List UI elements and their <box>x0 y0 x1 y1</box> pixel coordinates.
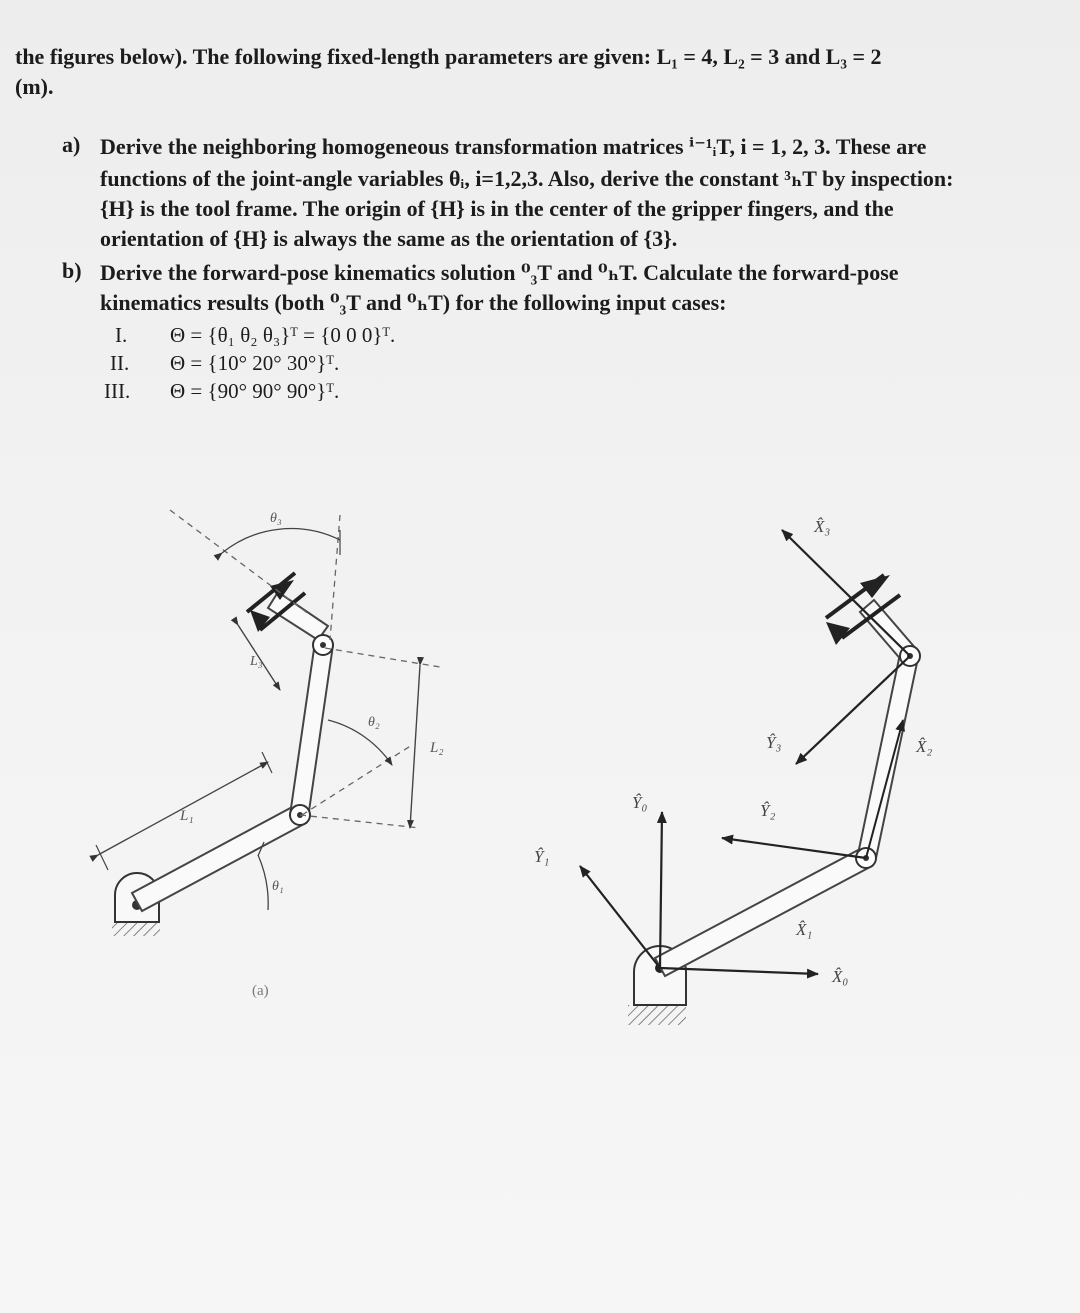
case-3-expression: Θ = {90° 90° 90°}ᵀ. <box>170 379 340 403</box>
part-a-line-3: {H} is the tool frame. The origin of {H} is in the center of the gripper fingers, and the <box>100 196 894 221</box>
figure-b-link-2 <box>858 654 918 858</box>
figure-b-base-hatch <box>628 1005 686 1025</box>
figure-b <box>534 517 932 1025</box>
figure-b-Y3-label: Ŷ₃ <box>766 733 782 752</box>
figure-b-Y0-label: Ŷ₀ <box>632 793 648 812</box>
case-1-number: I. <box>115 323 128 347</box>
intro-line-2: (m). <box>15 74 54 99</box>
figure-a-link-2 <box>290 642 333 818</box>
part-b-label: b) <box>62 258 82 283</box>
part-b-line-1: Derive the forward-pose kinematics solution ⁰₃T and ⁰ₕT. Calculate the forward-pose <box>100 260 899 285</box>
figure-b-Y1-axis <box>580 866 660 968</box>
figure-a <box>96 510 444 999</box>
figure-b-Y2-axis <box>722 838 866 858</box>
figure-a-theta1-arc <box>258 855 268 910</box>
figure-a-L2-label: L₂ <box>430 740 444 756</box>
part-a-label: a) <box>62 132 81 157</box>
figure-b-X3-label: X̂₃ <box>814 517 831 536</box>
part-b-line-2: kinematics results (both ⁰₃T and ⁰ₕT) for the following input cases: <box>100 290 727 315</box>
figure-b-X1-label: X̂₁ <box>796 920 813 939</box>
figure-a-caption: (a) <box>252 983 269 999</box>
figure-a-theta2-label: θ₂ <box>368 715 380 730</box>
case-3-number: III. <box>104 379 131 403</box>
case-1-expression: Θ = {θ₁ θ₂ θ₃}ᵀ = {0 0 0}ᵀ. <box>170 323 396 347</box>
part-a-line-2: functions of the joint-angle variables θᵢ, i=1,2,3. Also, derive the constant ³ₕT by inspection: <box>100 166 954 191</box>
figure-a-L1-label: L₁ <box>180 808 194 824</box>
intro-line-1: the figures below). The following fixed-length parameters are given: L₁ = 4, L₂ = 3 and L₃ = 2 <box>15 44 882 69</box>
part-a-line-4: orientation of {H} is always the same as the orientation of {3}. <box>100 226 678 251</box>
figure-a-theta3-arc <box>222 529 340 553</box>
case-2-expression: Θ = {10° 20° 30°}ᵀ. <box>170 351 340 375</box>
figure-b-Y1-label: Ŷ₁ <box>534 847 550 866</box>
figure-b-X0-label: X̂₀ <box>832 967 849 986</box>
figure-b-X2-label: X̂₂ <box>916 737 933 756</box>
figure-b-link-1 <box>655 848 872 976</box>
figure-a-theta3-label: θ₃ <box>270 511 282 526</box>
figure-a-theta2-arc <box>328 720 392 765</box>
figure-a-theta1-label: θ₁ <box>272 879 284 894</box>
figure-a-base-hatch <box>112 922 160 936</box>
figure-a-link-1 <box>132 805 306 911</box>
figure-b-Y0-axis <box>660 812 662 968</box>
part-a-line-1: Derive the neighboring homogeneous transformation matrices ⁱ⁻¹ᵢT, i = 1, 2, 3. These are <box>100 134 927 159</box>
figure-a-L3-label: L₃ <box>250 654 263 669</box>
figure-b-Y2-label: Ŷ₂ <box>760 801 776 820</box>
case-2-number: II. <box>110 351 130 375</box>
